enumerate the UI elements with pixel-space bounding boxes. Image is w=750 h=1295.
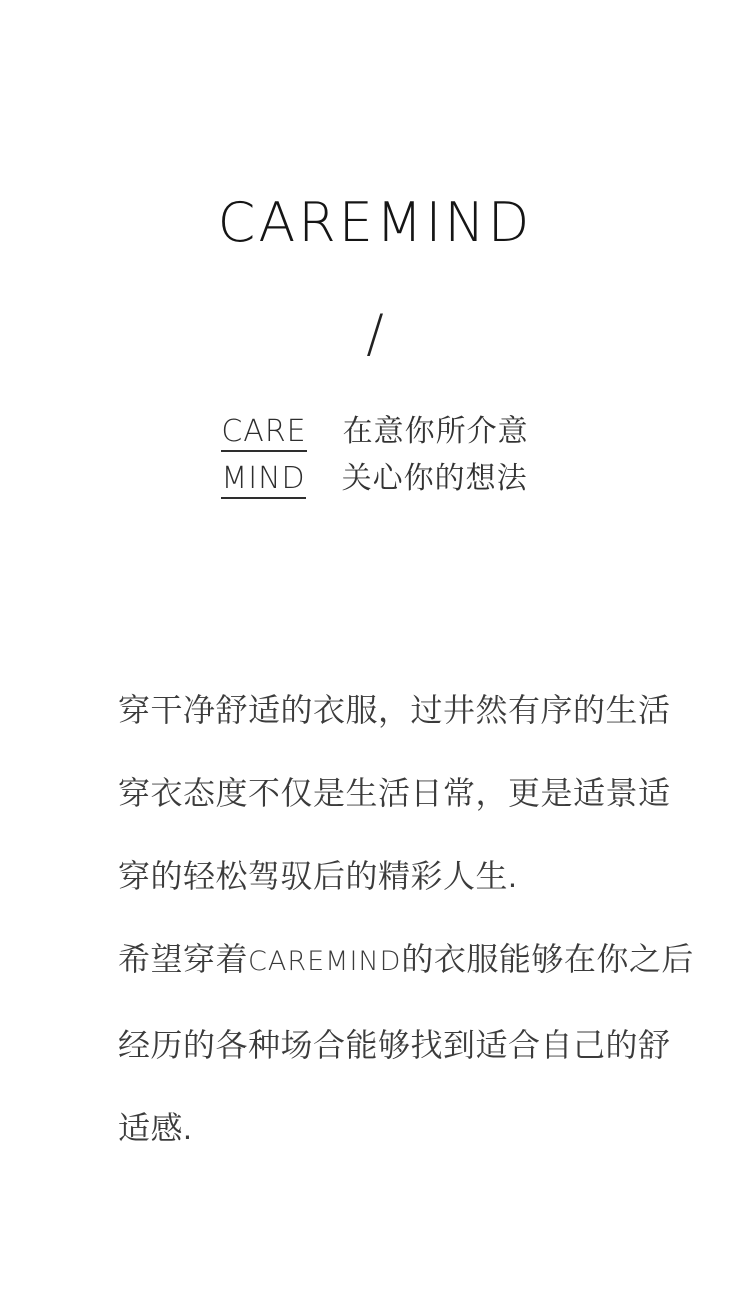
story-line-3: 穿的轻松驾驭后的精彩人生. xyxy=(118,858,518,894)
tagline-word-care: CARE xyxy=(221,415,306,452)
tagline-translation-mind: 关心你的想法 xyxy=(341,462,528,495)
story-line-5: 经历的各种场合能够找到适合自己的舒 xyxy=(118,1027,671,1063)
brand-story xyxy=(118,692,694,1194)
brand-logotype: CAREMIND xyxy=(217,191,533,254)
slash-divider: / xyxy=(366,304,384,364)
story-line-4-prefix: 希望穿着 xyxy=(118,941,249,977)
tagline-translation-care: 在意你所介意 xyxy=(342,415,529,448)
tagline-row-mind xyxy=(221,461,527,499)
tagline-row-care xyxy=(221,414,528,452)
story-line-4 xyxy=(118,941,694,979)
story-line-2: 穿衣态度不仅是生活日常，更是适景适 xyxy=(118,775,671,811)
story-line-1: 穿干净舒适的衣服，过井然有序的生活 xyxy=(118,692,671,728)
inline-brand-name: CAREMIND xyxy=(248,946,402,977)
tagline-word-mind: MIND xyxy=(221,462,305,499)
story-line-6: 适感. xyxy=(118,1110,193,1146)
story-line-4-suffix: 的衣服能够在你之后 xyxy=(401,941,694,977)
tagline-rows xyxy=(221,414,528,499)
tagline-block xyxy=(0,414,750,499)
